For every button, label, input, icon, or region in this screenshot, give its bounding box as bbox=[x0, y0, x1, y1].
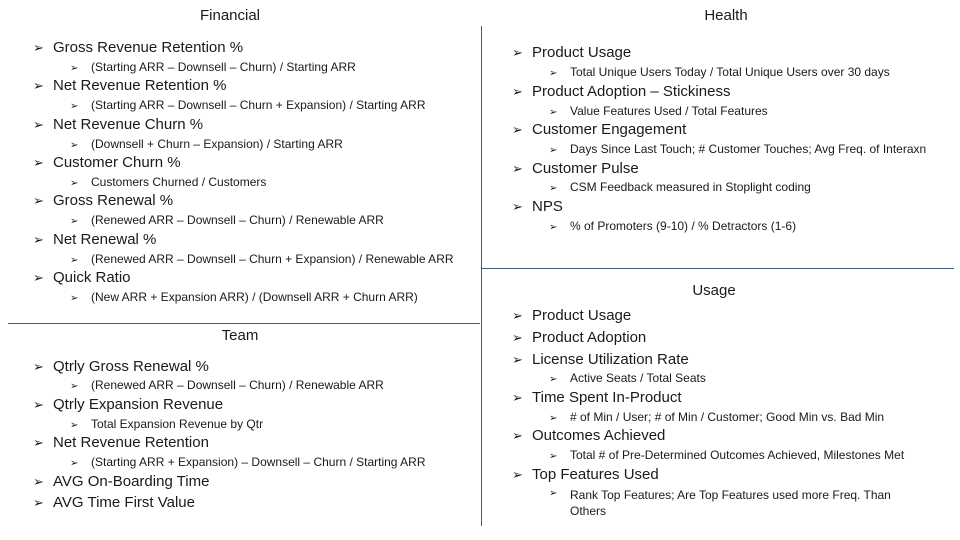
health-item-label: Customer Engagement bbox=[532, 121, 687, 138]
arrow-bullet-icon: ➢ bbox=[512, 84, 523, 99]
financial-sub-item bbox=[70, 290, 418, 306]
usage-item bbox=[512, 351, 689, 369]
financial-item-label: Quick Ratio bbox=[53, 269, 131, 286]
health-sub-label: Total Unique Users Today / Total Unique Users over 30 days bbox=[570, 65, 890, 79]
financial-title: Financial bbox=[199, 7, 261, 24]
team-item bbox=[33, 358, 209, 376]
usage-item bbox=[512, 389, 682, 407]
arrow-bullet-icon: ➢ bbox=[70, 178, 79, 189]
financial-item bbox=[33, 192, 173, 210]
team-item bbox=[33, 494, 195, 512]
usage-item bbox=[512, 307, 631, 325]
health-item bbox=[512, 83, 730, 101]
team-item bbox=[33, 434, 209, 452]
arrow-bullet-icon: ➢ bbox=[512, 390, 523, 405]
team-sub-item bbox=[70, 455, 426, 471]
health-sub-item bbox=[549, 180, 811, 196]
financial-sub-item bbox=[70, 252, 454, 268]
arrow-bullet-icon: ➢ bbox=[512, 199, 523, 214]
health-sub-item bbox=[549, 65, 890, 81]
arrow-bullet-icon: ➢ bbox=[549, 222, 558, 233]
arrow-bullet-icon: ➢ bbox=[33, 435, 44, 450]
financial-item bbox=[33, 269, 131, 287]
arrow-bullet-icon: ➢ bbox=[70, 101, 79, 112]
health-sub-item bbox=[549, 104, 768, 120]
usage-sub-item bbox=[549, 487, 929, 519]
arrow-bullet-icon: ➢ bbox=[512, 467, 523, 482]
team-item-label: Qtrly Gross Renewal % bbox=[53, 358, 209, 375]
team-item bbox=[33, 473, 209, 491]
financial-sub-label: (Starting ARR – Downsell – Churn + Expansion) / Starting ARR bbox=[91, 98, 426, 112]
team-sub-label: Total Expansion Revenue by Qtr bbox=[91, 417, 264, 431]
financial-sub-label: (Renewed ARR – Downsell – Churn + Expansion) / Renewable ARR bbox=[91, 252, 454, 266]
financial-item bbox=[33, 77, 226, 95]
financial-sub-label: (Renewed ARR – Downsell – Churn) / Renewable ARR bbox=[91, 213, 384, 227]
arrow-bullet-icon: ➢ bbox=[512, 308, 523, 323]
arrow-bullet-icon: ➢ bbox=[512, 161, 523, 176]
arrow-bullet-icon: ➢ bbox=[33, 495, 44, 510]
arrow-bullet-icon: ➢ bbox=[70, 381, 79, 392]
financial-sub-item bbox=[70, 213, 384, 229]
arrow-bullet-icon: ➢ bbox=[512, 330, 523, 345]
team-sub-item bbox=[70, 378, 384, 394]
usage-item-label: Product Usage bbox=[532, 307, 632, 324]
health-item-label: Product Usage bbox=[532, 44, 632, 61]
left-horizontal-divider bbox=[8, 323, 480, 324]
arrow-bullet-icon: ➢ bbox=[33, 78, 44, 93]
team-sub-label: (Starting ARR + Expansion) – Downsell – Churn / Starting ARR bbox=[91, 455, 426, 469]
financial-item-label: Gross Renewal % bbox=[53, 192, 174, 209]
financial-sub-item bbox=[70, 98, 426, 114]
arrow-bullet-icon: ➢ bbox=[33, 117, 44, 132]
arrow-bullet-icon: ➢ bbox=[549, 68, 558, 79]
health-item bbox=[512, 198, 563, 216]
vertical-divider bbox=[481, 26, 482, 526]
arrow-bullet-icon: ➢ bbox=[33, 155, 44, 170]
arrow-bullet-icon: ➢ bbox=[549, 107, 558, 118]
financial-item bbox=[33, 116, 203, 134]
financial-item-label: Customer Churn % bbox=[53, 154, 181, 171]
arrow-bullet-icon: ➢ bbox=[512, 45, 523, 60]
usage-item bbox=[512, 427, 665, 445]
usage-sub-label: Total # of Pre-Determined Outcomes Achieved, Milestones Met bbox=[570, 448, 905, 462]
arrow-bullet-icon: ➢ bbox=[70, 216, 79, 227]
arrow-bullet-icon: ➢ bbox=[33, 397, 44, 412]
usage-sub-label: Rank Top Features; Are Top Features used more Freq. Than Others bbox=[570, 488, 891, 518]
arrow-bullet-icon: ➢ bbox=[33, 193, 44, 208]
team-item-label: AVG On-Boarding Time bbox=[53, 473, 210, 490]
team-sub-label: (Renewed ARR – Downsell – Churn) / Renewable ARR bbox=[91, 378, 384, 392]
arrow-bullet-icon: ➢ bbox=[70, 140, 79, 151]
health-sub-item bbox=[549, 142, 926, 158]
arrow-bullet-icon: ➢ bbox=[33, 40, 44, 55]
arrow-bullet-icon: ➢ bbox=[70, 63, 79, 74]
arrow-bullet-icon: ➢ bbox=[549, 374, 558, 385]
usage-sub-label: Active Seats / Total Seats bbox=[570, 371, 706, 385]
usage-item bbox=[512, 466, 659, 484]
usage-item-label: Top Features Used bbox=[532, 466, 659, 483]
arrow-bullet-icon: ➢ bbox=[33, 359, 44, 374]
financial-sub-item bbox=[70, 137, 343, 153]
usage-sub-label: # of Min / User; # of Min / Customer; Good Min vs. Bad Min bbox=[570, 410, 885, 424]
arrow-bullet-icon: ➢ bbox=[549, 145, 558, 156]
financial-item bbox=[33, 231, 156, 249]
arrow-bullet-icon: ➢ bbox=[33, 232, 44, 247]
usage-sub-item bbox=[549, 371, 706, 387]
financial-item-label: Gross Revenue Retention % bbox=[53, 39, 244, 56]
arrow-bullet-icon: ➢ bbox=[549, 488, 558, 499]
arrow-bullet-icon: ➢ bbox=[512, 352, 523, 367]
health-item bbox=[512, 44, 631, 62]
financial-sub-item bbox=[70, 175, 266, 191]
usage-sub-item bbox=[549, 410, 884, 426]
arrow-bullet-icon: ➢ bbox=[549, 183, 558, 194]
arrow-bullet-icon: ➢ bbox=[512, 428, 523, 443]
financial-sub-label: (Starting ARR – Downsell – Churn) / Starting ARR bbox=[91, 60, 356, 74]
team-item-label: AVG Time First Value bbox=[53, 494, 195, 511]
usage-item-label: Time Spent In-Product bbox=[532, 389, 682, 406]
arrow-bullet-icon: ➢ bbox=[549, 413, 558, 424]
usage-item bbox=[512, 329, 646, 347]
health-sub-item bbox=[549, 219, 796, 235]
team-item bbox=[33, 396, 223, 414]
arrow-bullet-icon: ➢ bbox=[70, 458, 79, 469]
team-title: Team bbox=[221, 327, 259, 344]
usage-title: Usage bbox=[692, 282, 736, 299]
financial-item bbox=[33, 39, 243, 57]
usage-item-label: License Utilization Rate bbox=[532, 351, 689, 368]
financial-sub-item bbox=[70, 60, 356, 76]
team-item-label: Qtrly Expansion Revenue bbox=[53, 396, 224, 413]
financial-item-label: Net Revenue Churn % bbox=[53, 116, 204, 133]
financial-item-label: Net Revenue Retention % bbox=[53, 77, 227, 94]
arrow-bullet-icon: ➢ bbox=[70, 255, 79, 266]
arrow-bullet-icon: ➢ bbox=[512, 122, 523, 137]
financial-item bbox=[33, 154, 181, 172]
financial-sub-label: (Downsell + Churn – Expansion) / Starting ARR bbox=[91, 137, 343, 151]
health-item-label: NPS bbox=[532, 198, 563, 215]
arrow-bullet-icon: ➢ bbox=[70, 293, 79, 304]
financial-sub-label: Customers Churned / Customers bbox=[91, 175, 267, 189]
health-item bbox=[512, 160, 639, 178]
arrow-bullet-icon: ➢ bbox=[70, 420, 79, 431]
usage-sub-item bbox=[549, 448, 904, 464]
health-item-label: Product Adoption – Stickiness bbox=[532, 83, 731, 100]
arrow-bullet-icon: ➢ bbox=[33, 270, 44, 285]
health-sub-label: % of Promoters (9-10) / % Detractors (1-6) bbox=[570, 219, 797, 233]
financial-sub-label: (New ARR + Expansion ARR) / (Downsell ARR + Churn ARR) bbox=[91, 290, 418, 304]
usage-item-label: Outcomes Achieved bbox=[532, 427, 666, 444]
health-item-label: Customer Pulse bbox=[532, 160, 639, 177]
usage-item-label: Product Adoption bbox=[532, 329, 647, 346]
team-sub-item bbox=[70, 417, 263, 433]
health-sub-label: Days Since Last Touch; # Customer Touches; Avg Freq. of Interaxn bbox=[570, 142, 927, 156]
health-title: Health bbox=[704, 7, 748, 24]
health-sub-label: CSM Feedback measured in Stoplight coding bbox=[570, 180, 811, 194]
team-item-label: Net Revenue Retention bbox=[53, 434, 209, 451]
right-horizontal-divider bbox=[482, 268, 954, 269]
health-sub-label: Value Features Used / Total Features bbox=[570, 104, 768, 118]
arrow-bullet-icon: ➢ bbox=[33, 474, 44, 489]
financial-item-label: Net Renewal % bbox=[53, 231, 157, 248]
health-item bbox=[512, 121, 686, 139]
arrow-bullet-icon: ➢ bbox=[549, 451, 558, 462]
